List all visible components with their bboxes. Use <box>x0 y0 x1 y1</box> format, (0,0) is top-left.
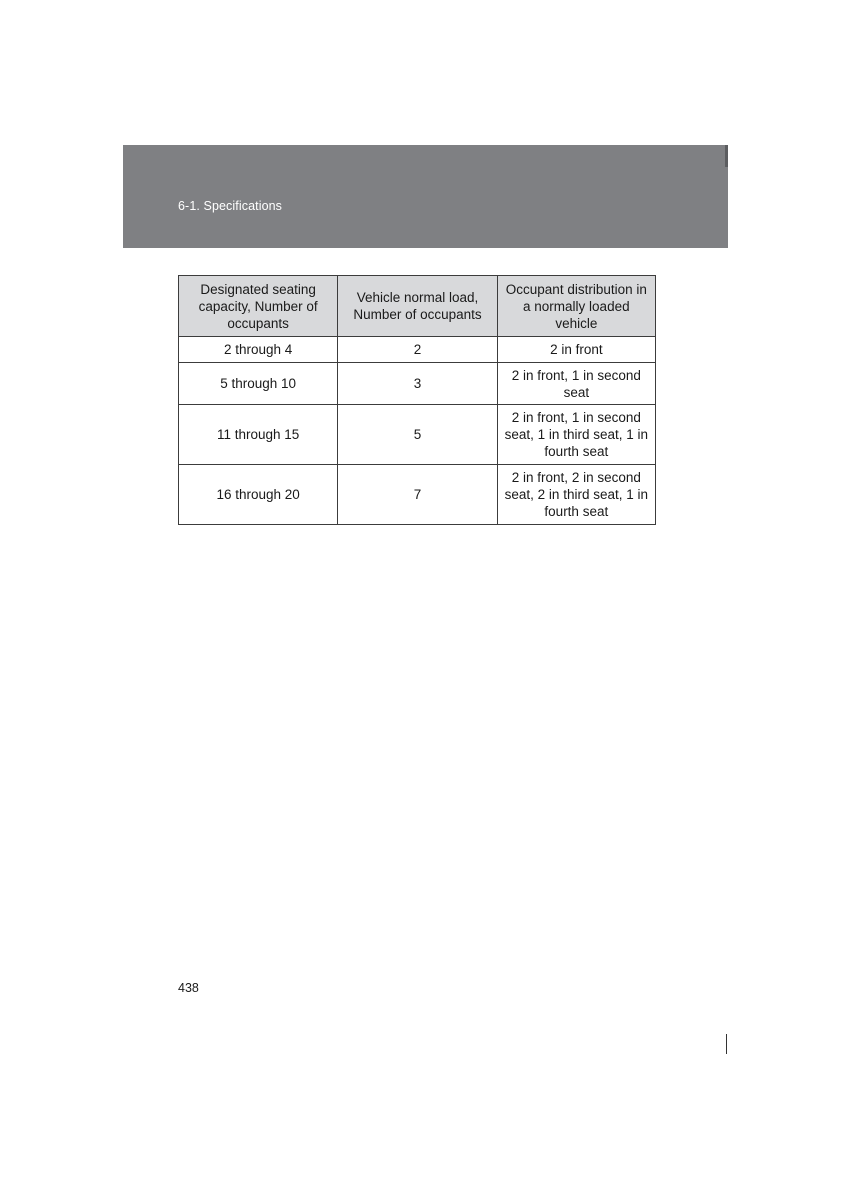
column-header-occupant-distribution: Occupant distribution in a normally loaded vehicle <box>497 276 655 337</box>
occupant-load-table <box>178 275 656 525</box>
cell-seating-capacity: 11 through 15 <box>179 405 338 465</box>
table-row <box>179 405 656 465</box>
section-title: 6-1. Specifications <box>178 199 283 213</box>
cell-seating-capacity: 16 through 20 <box>179 465 338 525</box>
table-header-row <box>179 276 656 337</box>
margin-marker-line <box>726 1034 727 1054</box>
column-header-normal-load: Vehicle normal load, Number of occupants <box>338 276 497 337</box>
cell-occupant-distribution: 2 in front, 1 in second seat, 1 in third seat, 1 in fourth seat <box>497 405 655 465</box>
cell-occupant-distribution: 2 in front, 1 in second seat <box>497 363 655 405</box>
table-row <box>179 465 656 525</box>
cell-normal-load: 7 <box>338 465 497 525</box>
cell-seating-capacity: 5 through 10 <box>179 363 338 405</box>
cell-occupant-distribution: 2 in front <box>497 337 655 363</box>
cell-occupant-distribution: 2 in front, 2 in second seat, 2 in third seat, 1 in fourth seat <box>497 465 655 525</box>
column-header-seating-capacity: Designated seating capacity, Number of occupants <box>179 276 338 337</box>
page-number: 438 <box>178 981 199 995</box>
cell-normal-load: 3 <box>338 363 497 405</box>
cell-seating-capacity: 2 through 4 <box>179 337 338 363</box>
cell-normal-load: 5 <box>338 405 497 465</box>
cell-normal-load: 2 <box>338 337 497 363</box>
section-header-band <box>123 145 728 248</box>
table-row <box>179 363 656 405</box>
header-tab-marker <box>725 145 728 167</box>
table-row <box>179 337 656 363</box>
